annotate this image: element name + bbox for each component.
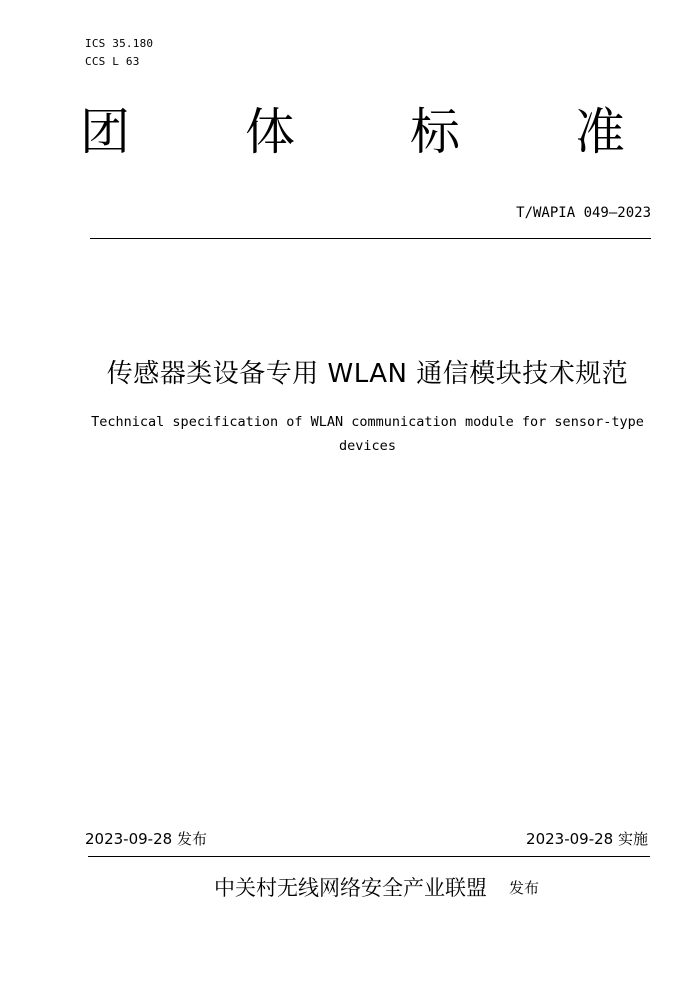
standard-number: T/WAPIA 049—2023 (516, 205, 651, 221)
publisher-suffix: 发布 (509, 879, 540, 897)
publish-date: 2023-09-28 发布 (85, 830, 207, 848)
implement-date: 2023-09-28 实施 (526, 830, 648, 848)
english-title: Technical specification of WLAN communication module for sensor-type devices (91, 414, 644, 454)
heading-char-4: 准 (575, 103, 625, 161)
heading-char-2: 体 (245, 103, 295, 161)
publisher-name: 中关村无线网络安全产业联盟 (214, 876, 487, 900)
heading-char-1: 团 (80, 103, 130, 161)
ics-code: ICS 35.180 (85, 37, 154, 50)
chinese-title: 传感器类设备专用 WLAN 通信模块技术规范 (106, 359, 629, 389)
document-type-heading (80, 100, 625, 164)
heading-char-3: 标 (410, 103, 460, 161)
ccs-code: CCS L 63 (85, 55, 140, 68)
bottom-divider (88, 856, 650, 857)
top-divider (90, 238, 651, 239)
